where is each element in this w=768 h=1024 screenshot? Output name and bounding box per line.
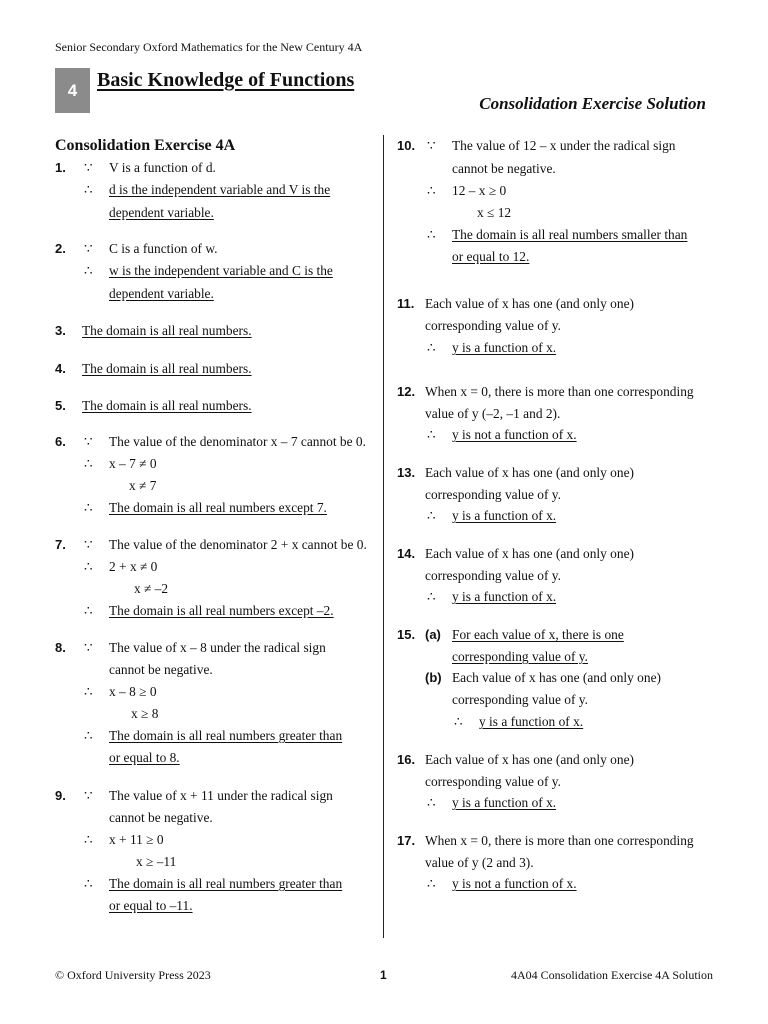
solution-line: cannot be negative. — [109, 662, 213, 677]
answer-line: or equal to 12. — [452, 249, 530, 264]
solution-line: x ≥ –11 — [136, 854, 177, 869]
therefore-symbol: ∴ — [427, 795, 436, 810]
part-label: (a) — [425, 627, 441, 642]
because-symbol: ∵ — [84, 160, 93, 175]
solution-line: Each value of x has one (and only one) — [425, 465, 634, 480]
solution-line: Each value of x has one (and only one) — [425, 296, 634, 311]
therefore-symbol: ∴ — [84, 456, 93, 471]
therefore-symbol: ∴ — [427, 508, 436, 523]
because-symbol: ∵ — [84, 537, 93, 552]
solution-line: x – 7 ≠ 0 — [109, 456, 157, 471]
chapter-title: Basic Knowledge of Functions — [97, 69, 355, 91]
solution-line: corresponding value of y. — [425, 774, 561, 789]
solution-line: value of y (–2, –1 and 2). — [425, 406, 561, 421]
solution-line: The value of 12 – x under the radical sign — [452, 138, 676, 153]
footer-doc-id: 4A04 Consolidation Exercise 4A Solution — [511, 968, 713, 982]
answer-line: The domain is all real numbers. — [82, 361, 252, 376]
solution-line: The value of the denominator x – 7 cannot be 0. — [109, 434, 366, 449]
chapter-number-badge: 4 — [55, 68, 90, 113]
section-title: Consolidation Exercise 4A — [55, 137, 236, 154]
solution-line: corresponding value of y. — [425, 568, 561, 583]
answer-line: For each value of x, there is one — [452, 627, 624, 642]
answer-line: or equal to 8. — [109, 750, 180, 765]
part-label: (b) — [425, 670, 442, 685]
solution-line: value of y (2 and 3). — [425, 855, 534, 870]
because-symbol: ∵ — [84, 788, 93, 803]
therefore-symbol: ∴ — [84, 182, 93, 197]
question-number: 4. — [55, 361, 66, 376]
question-number: 11. — [397, 296, 415, 311]
solution-line: x ≠ –2 — [134, 581, 169, 596]
therefore-symbol: ∴ — [84, 728, 93, 743]
answer-line: corresponding value of y. — [452, 649, 588, 664]
answer-line: y is a function of x. — [452, 508, 557, 523]
answer-line: y is a function of x. — [479, 714, 584, 729]
question-number: 6. — [55, 434, 66, 449]
solution-line: V is a function of d. — [109, 160, 216, 175]
solution-line: C is a function of w. — [109, 241, 218, 256]
solution-line: corresponding value of y. — [452, 692, 588, 707]
question-number: 12. — [397, 384, 416, 399]
question-number: 8. — [55, 640, 66, 655]
therefore-symbol: ∴ — [427, 183, 436, 198]
solution-line: The value of x – 8 under the radical sign — [109, 640, 326, 655]
answer-line: y is a function of x. — [452, 589, 557, 604]
therefore-symbol: ∴ — [84, 603, 93, 618]
therefore-symbol: ∴ — [84, 263, 93, 278]
question-number: 13. — [397, 465, 416, 480]
solution-line: 2 + x ≠ 0 — [109, 559, 158, 574]
question-number: 16. — [397, 752, 416, 767]
solution-line: cannot be negative. — [452, 161, 556, 176]
solution-line: When x = 0, there is more than one corresponding — [425, 384, 694, 399]
answer-line: or equal to –11. — [109, 898, 193, 913]
therefore-symbol: ∴ — [427, 227, 436, 242]
therefore-symbol: ∴ — [84, 684, 93, 699]
answer-line: The domain is all real numbers. — [82, 398, 252, 413]
therefore-symbol: ∴ — [454, 714, 463, 729]
because-symbol: ∵ — [427, 138, 436, 153]
question-number: 9. — [55, 788, 66, 803]
solution-line: 12 – x ≥ 0 — [452, 183, 507, 198]
answer-line: The domain is all real numbers except 7. — [109, 500, 327, 515]
answer-line: The domain is all real numbers. — [82, 323, 252, 338]
question-number: 15. — [397, 627, 416, 642]
because-symbol: ∵ — [84, 434, 93, 449]
question-number: 14. — [397, 546, 416, 561]
solution-line: x + 11 ≥ 0 — [109, 832, 164, 847]
solution-line: The value of x + 11 under the radical sign — [109, 788, 333, 803]
answer-line: The domain is all real numbers greater than — [109, 728, 343, 743]
therefore-symbol: ∴ — [84, 500, 93, 515]
solution-line: Each value of x has one (and only one) — [425, 752, 634, 767]
because-symbol: ∵ — [84, 640, 93, 655]
therefore-symbol: ∴ — [427, 427, 436, 442]
solution-line: x ≤ 12 — [477, 205, 512, 220]
answer-line: The domain is all real numbers smaller than — [452, 227, 688, 242]
therefore-symbol: ∴ — [84, 559, 93, 574]
question-number: 17. — [397, 833, 416, 848]
answer-line: The domain is all real numbers greater than — [109, 876, 343, 891]
solution-line: corresponding value of y. — [425, 318, 561, 333]
therefore-symbol: ∴ — [84, 876, 93, 891]
therefore-symbol: ∴ — [84, 832, 93, 847]
footer-copyright: © Oxford University Press 2023 — [55, 968, 211, 982]
answer-line: d is the independent variable and V is the — [109, 182, 331, 197]
answer-line: y is a function of x. — [452, 795, 557, 810]
question-number: 3. — [55, 323, 66, 338]
solution-line: The value of the denominator 2 + x cannot be 0. — [109, 537, 367, 552]
question-number: 2. — [55, 241, 66, 256]
answer-line: y is not a function of x. — [452, 427, 577, 442]
answer-line: dependent variable. — [109, 286, 214, 301]
page-subtitle: Consolidation Exercise Solution — [479, 94, 706, 113]
solution-line: corresponding value of y. — [425, 487, 561, 502]
question-number: 5. — [55, 398, 66, 413]
therefore-symbol: ∴ — [427, 589, 436, 604]
answer-line: The domain is all real numbers except –2. — [109, 603, 334, 618]
solution-line: x – 8 ≥ 0 — [109, 684, 157, 699]
because-symbol: ∵ — [84, 241, 93, 256]
solution-line: Each value of x has one (and only one) — [425, 546, 634, 561]
question-number: 7. — [55, 537, 66, 552]
solution-line: x ≥ 8 — [131, 706, 159, 721]
solution-line: cannot be negative. — [109, 810, 213, 825]
solution-line: Each value of x has one (and only one) — [452, 670, 661, 685]
therefore-symbol: ∴ — [427, 340, 436, 355]
answer-line: w is the independent variable and C is the — [109, 263, 333, 278]
page-number: 1 — [380, 968, 387, 982]
question-number: 1. — [55, 160, 66, 175]
answer-line: y is a function of x. — [452, 340, 557, 355]
solution-line: When x = 0, there is more than one corresponding — [425, 833, 694, 848]
therefore-symbol: ∴ — [427, 876, 436, 891]
column-divider — [383, 135, 384, 938]
question-number: 10. — [397, 138, 416, 153]
answer-line: dependent variable. — [109, 205, 214, 220]
answer-line: y is not a function of x. — [452, 876, 577, 891]
solution-line: x ≠ 7 — [129, 478, 157, 493]
running-header: Senior Secondary Oxford Mathematics for the New Century 4A — [55, 40, 363, 54]
